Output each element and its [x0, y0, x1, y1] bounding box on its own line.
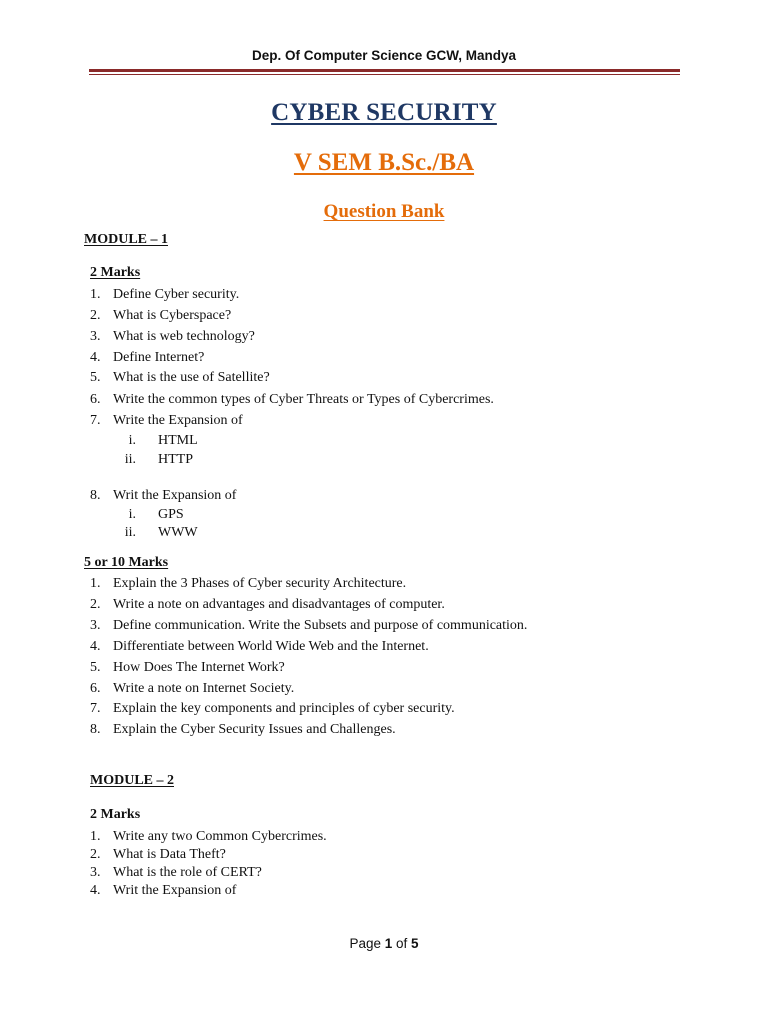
semester-title: V SEM B.Sc./BA: [293, 149, 475, 176]
module-1-long-marks-heading: 5 or 10 Marks: [84, 555, 169, 570]
header-rule-thin: [89, 74, 680, 75]
page-footer: [0, 936, 768, 951]
footer-middle: of: [392, 936, 412, 951]
module-1-2marks-heading: 2 Marks: [90, 265, 141, 280]
module-2-2marks-heading: 2 Marks: [90, 807, 141, 822]
footer-prefix: Page: [349, 936, 385, 951]
page-header: Dep. Of Computer Science GCW, Mandya: [251, 48, 517, 63]
document-type-title: Question Bank: [323, 201, 445, 222]
course-title: CYBER SECURITY: [271, 99, 497, 126]
footer-page-number: 1: [384, 936, 393, 951]
header-rule-thick: [89, 69, 680, 72]
module-1-heading: MODULE – 1: [84, 232, 168, 247]
module-2-heading: MODULE – 2: [90, 773, 174, 788]
footer-page-total: 5: [411, 936, 419, 951]
